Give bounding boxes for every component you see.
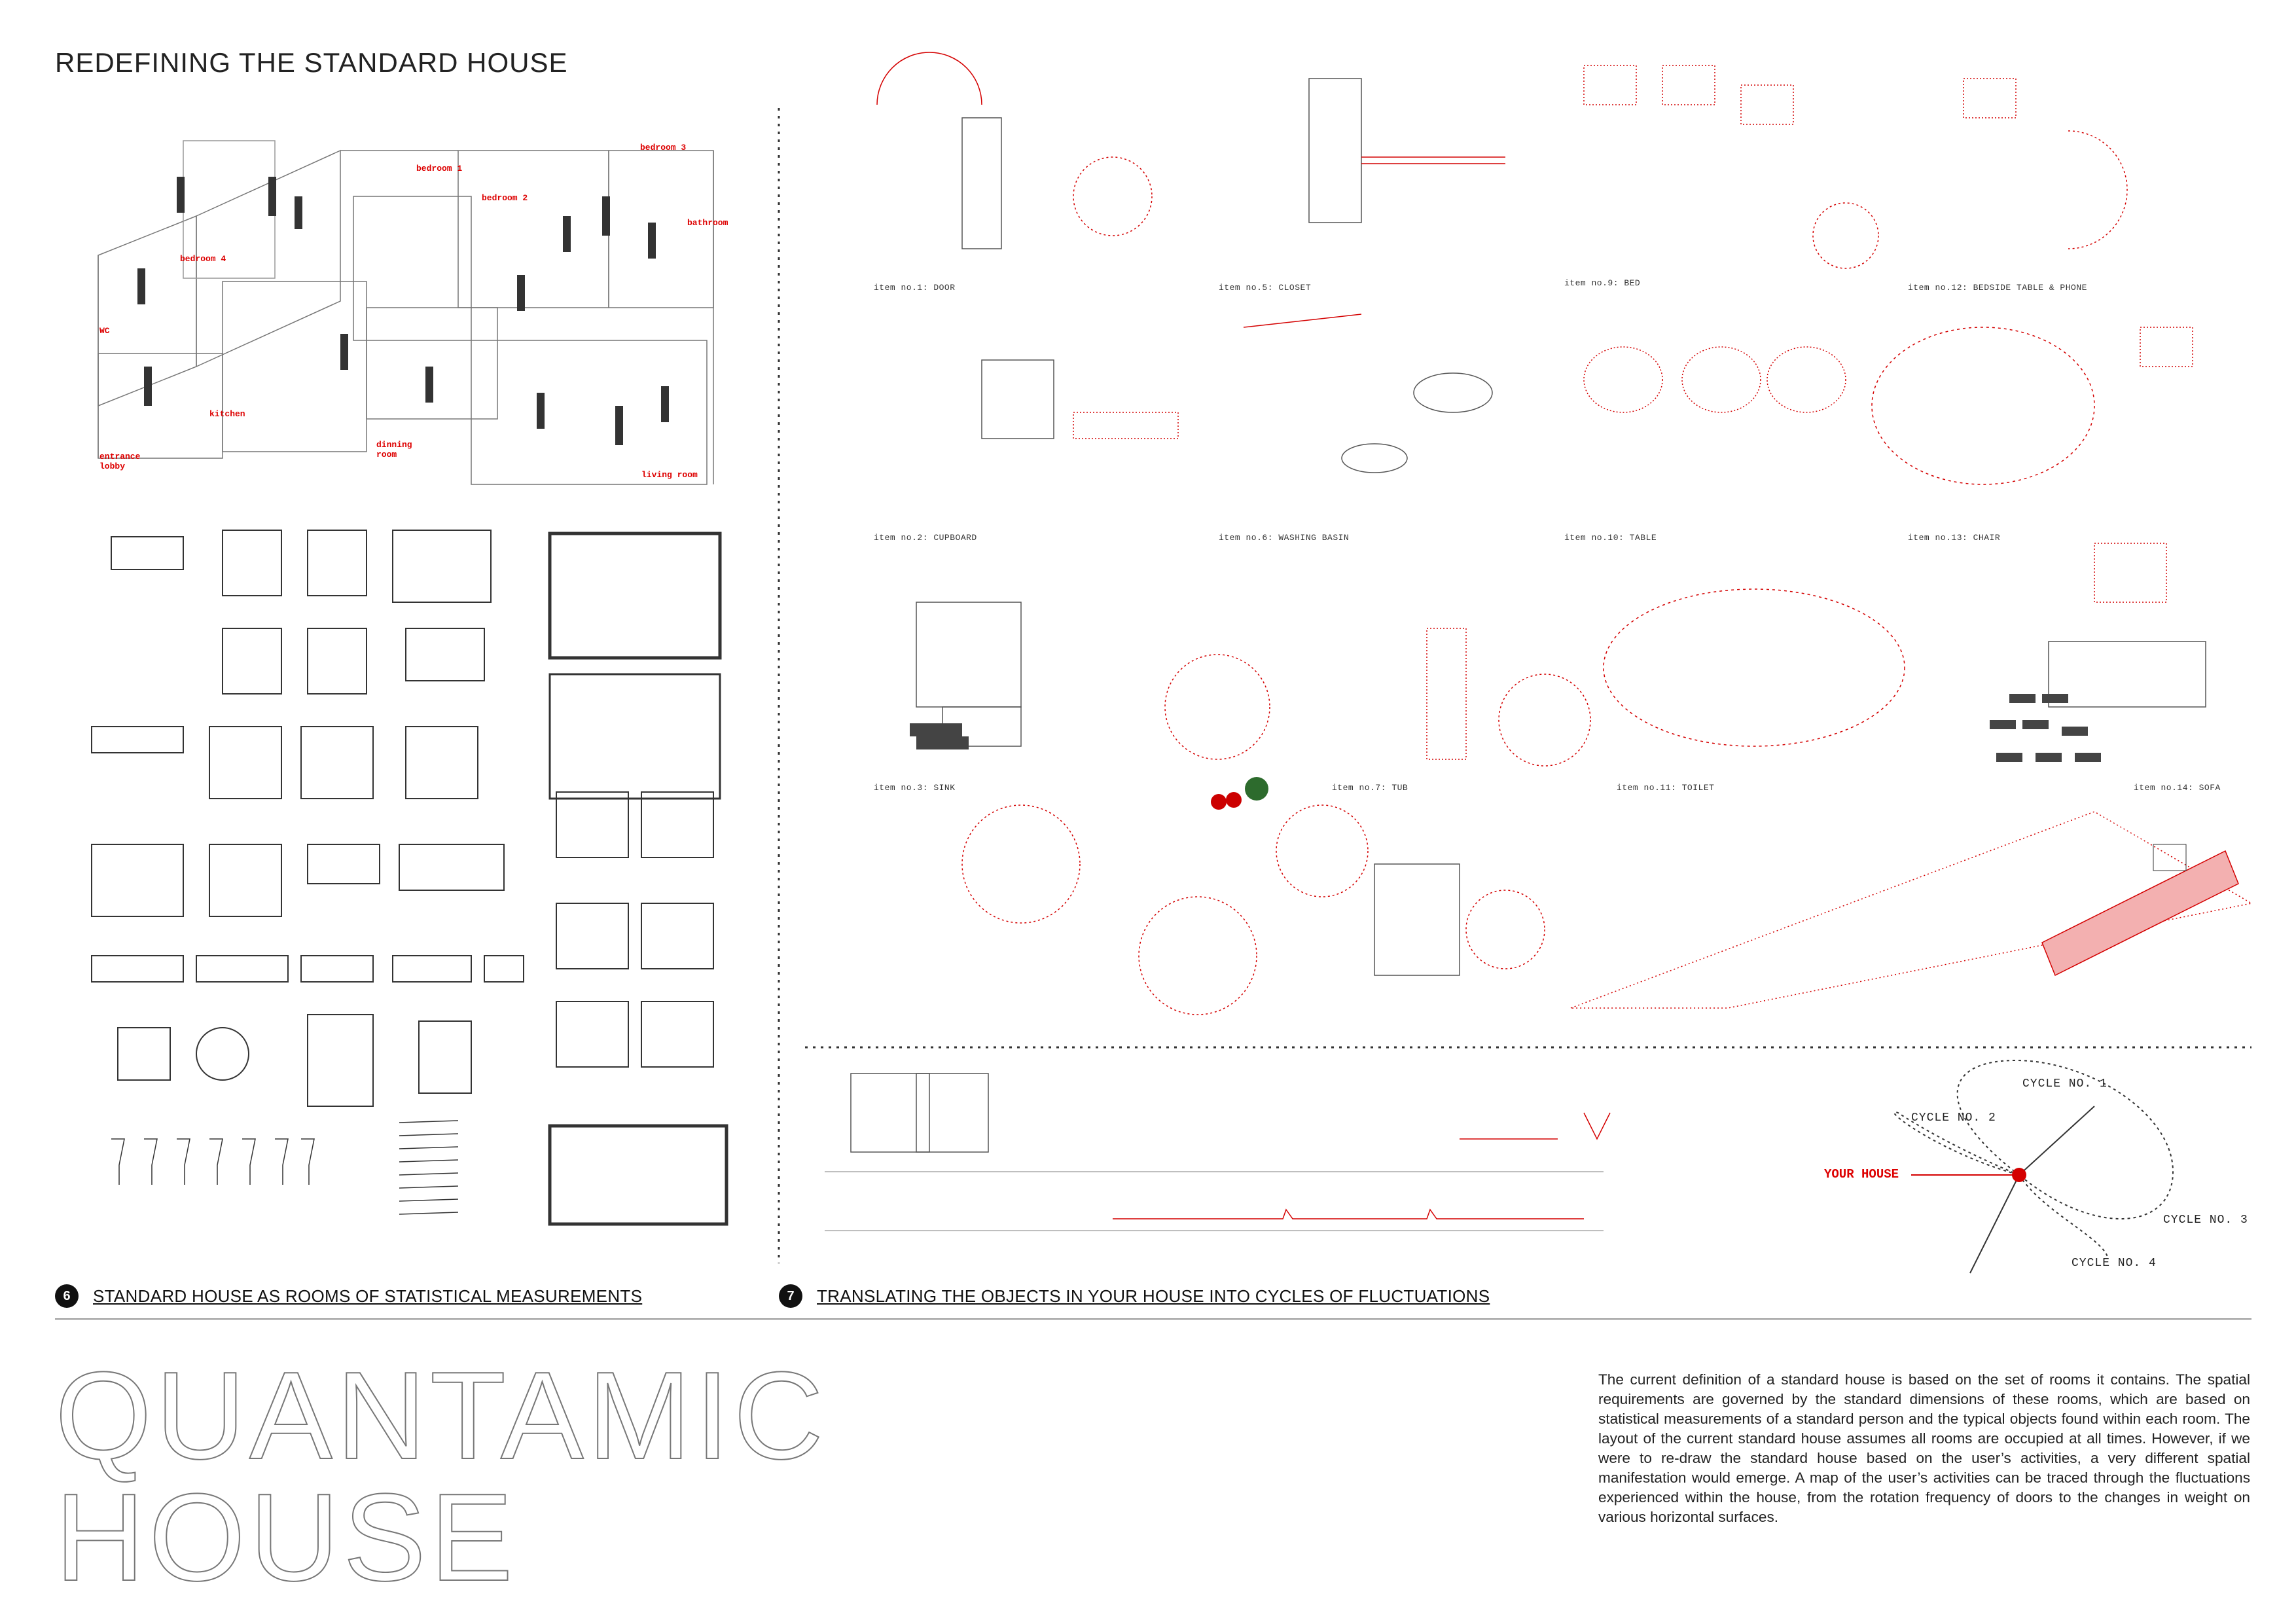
item-label-sofa: item no.14: SOFA: [2134, 783, 2221, 793]
room-label-dinning-room: dinning room: [376, 440, 412, 460]
section-badge-6: 6: [55, 1284, 79, 1308]
your-house-dot: [2012, 1168, 2026, 1182]
room-label-bathroom: bathroom: [687, 218, 728, 228]
cycle-label-1: CYCLE NO. 1: [2022, 1077, 2108, 1091]
item-label-table: item no.10: TABLE: [1564, 533, 1657, 543]
item-label-closet: item no.5: CLOSET: [1219, 283, 1312, 293]
item-label-door: item no.1: DOOR: [874, 283, 956, 293]
item-label-sink: item no.3: SINK: [874, 783, 956, 793]
item-label-toilet: item no.11: TOILET: [1617, 783, 1715, 793]
room-label-bedroom-4: bedroom 4: [180, 254, 226, 264]
object-shapes: [910, 694, 2186, 871]
cycle-label-3: CYCLE NO. 3: [2163, 1214, 2248, 1227]
section-badge-7: 7: [779, 1284, 802, 1308]
page-title: REDEFINING THE STANDARD HOUSE: [55, 47, 568, 78]
room-label-entrance-lobby: entrance lobby: [99, 452, 141, 471]
cycle-diagram: [1894, 1060, 2173, 1273]
section-title-7: TRANSLATING THE OBJECTS IN YOUR HOUSE INTO CYCLES OF FLUCTUATIONS: [817, 1286, 1490, 1306]
big-title: [55, 1346, 827, 1607]
room-label-living-room: living room: [641, 470, 698, 480]
room-label-bedroom-3: bedroom 3: [640, 143, 687, 153]
big-title-line-2: HOUSE: [55, 1468, 517, 1607]
room-label-bedroom-1: bedroom 1: [416, 164, 463, 173]
room-label-kitchen: kitchen: [209, 409, 245, 419]
room-label-bedroom-2: bedroom 2: [482, 193, 528, 203]
room-label-wc: WC: [99, 326, 110, 336]
timeline-graph: [825, 1074, 1610, 1231]
glasses-and-knives: [111, 1121, 458, 1214]
big-title-line-1: QUANTAMIC: [55, 1346, 827, 1485]
item-label-washing-basin: item no.6: WASHING BASIN: [1219, 533, 1350, 543]
description-paragraph: The current definition of a standard house is based on the set of rooms it contains. The spatial requirements are governed by the standard dimensions of these rooms, which are based on statistical measurements of a standard person and the typical objects found within each room. The layout of the current standard house assumes all rooms are occupied at all times. However, if we were to re-draw the standard house based on the user’s activities, a very different spatial manifestation would emerge. A map of the user’s activities can be traced through the fluctuations experienced within the house, from the rotation frequency of doors to the changes in weight on various horizontal surfaces.: [1598, 1371, 2250, 1525]
item-label-tub: item no.7: TUB: [1332, 783, 1408, 793]
your-house-label: YOUR HOUSE: [1824, 1167, 1899, 1182]
human-figures: [137, 177, 669, 445]
cycle-label-4: CYCLE NO. 4: [2072, 1257, 2157, 1270]
item-label-bedside-table-phone: item no.12: BEDSIDE TABLE & PHONE: [1908, 283, 2087, 293]
item-label-chair: item no.13: CHAIR: [1908, 533, 2001, 543]
cycle-label-2: CYCLE NO. 2: [1911, 1111, 1996, 1125]
item-label-bed: item no.9: BED: [1564, 278, 1641, 288]
item-label-cupboard: item no.2: CUPBOARD: [874, 533, 977, 543]
standard-plans: [92, 530, 726, 1224]
section-title-6: STANDARD HOUSE AS ROOMS OF STATISTICAL MEASUREMENTS: [93, 1286, 643, 1306]
